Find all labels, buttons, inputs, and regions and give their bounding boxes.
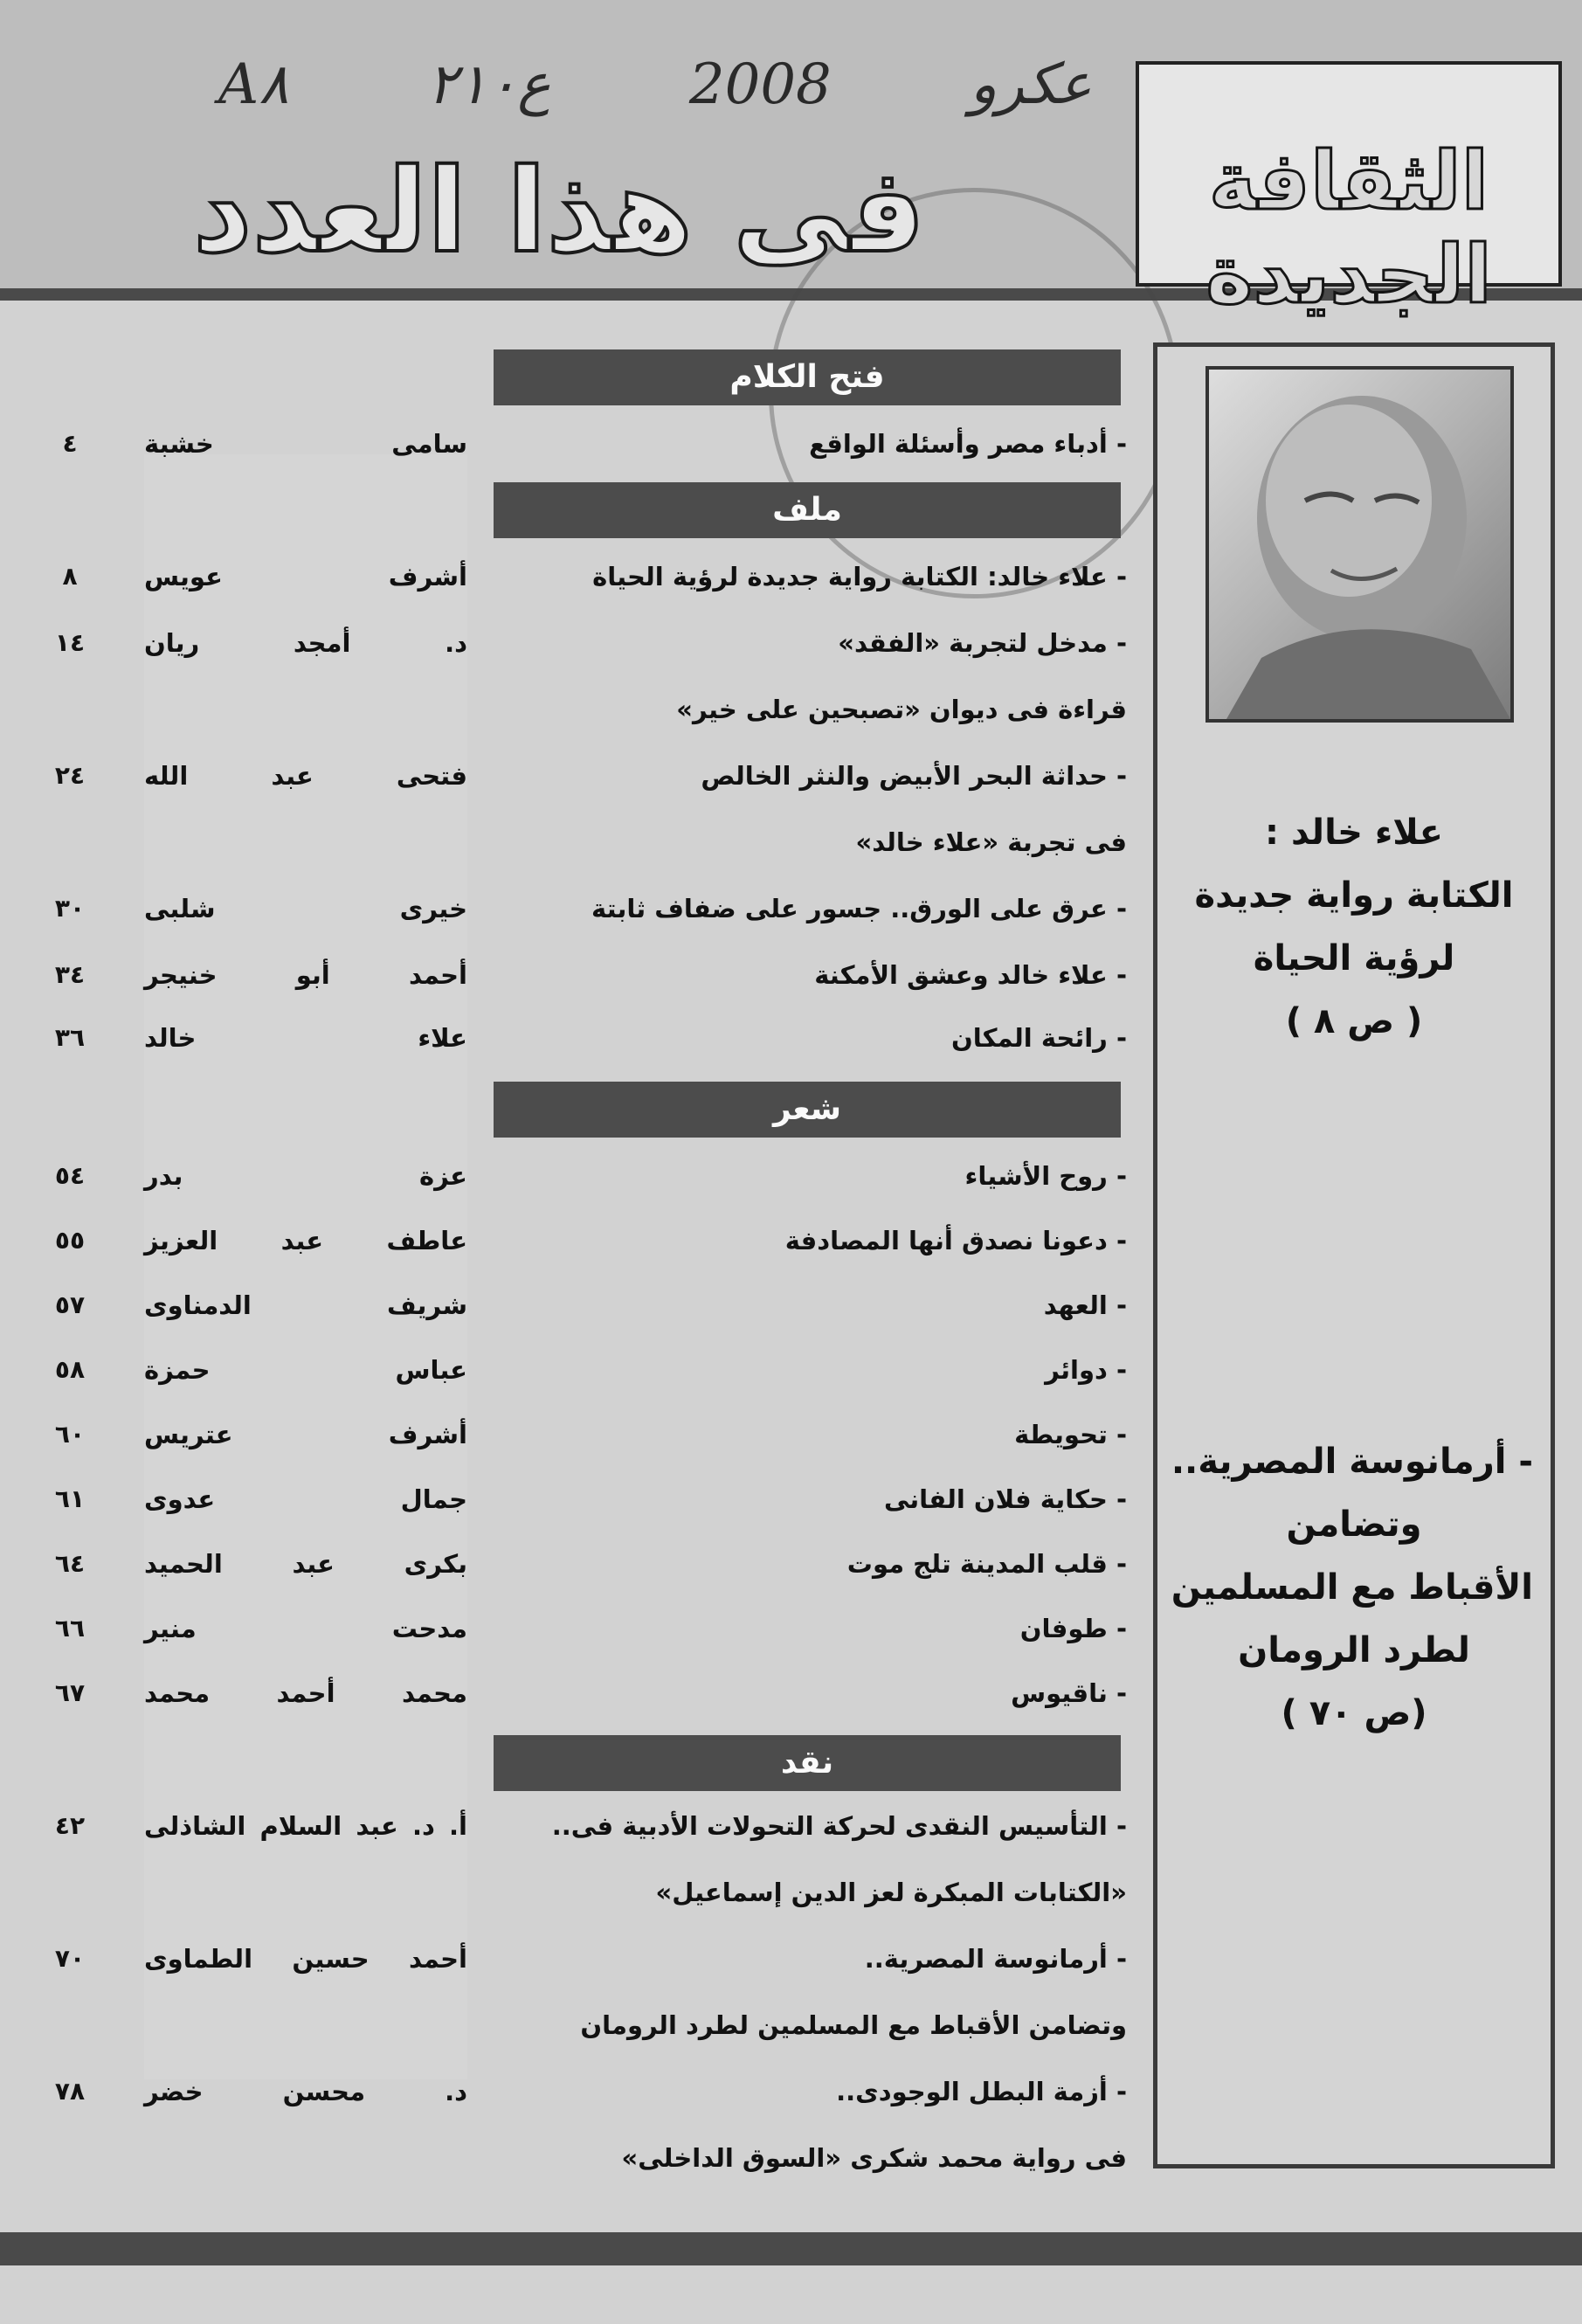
toc-title: فى تجربة «علاء خالد»: [855, 827, 1127, 857]
toc-page: ٤٢: [54, 1811, 86, 1840]
toc-row: [0, 884, 1127, 933]
toc-title: - تحويطة: [1014, 1420, 1127, 1449]
toc-author: بكرى عبد الحميد: [144, 1549, 467, 1579]
toc-page: ٧٨: [54, 2077, 86, 2106]
toc-author: أحمد أبو خنيجر: [144, 960, 467, 990]
toc-title: - علاء خالد وعشق الأمكنة: [814, 960, 1127, 990]
toc-author: د. أمجد ريان: [144, 628, 467, 658]
handwritten-note: 2008: [688, 52, 832, 117]
feature-armanousa: [1171, 1430, 1533, 1745]
toc-row: [0, 951, 1127, 999]
toc-page: ٣٤: [54, 960, 86, 989]
toc-row: [0, 2001, 1127, 2050]
toc-author: علاء خالد: [144, 1023, 467, 1053]
section-header: نقد: [494, 1735, 1121, 1791]
feature-line: الكتابة رواية جديدة: [1194, 875, 1514, 916]
toc-page: ٥٧: [54, 1290, 86, 1319]
toc-row: [0, 619, 1127, 667]
toc-page: ٥٨: [54, 1355, 86, 1384]
toc-author: فتحى عبد الله: [144, 761, 467, 791]
toc-row: [0, 685, 1127, 734]
toc-page: ٦٠: [54, 1420, 86, 1449]
toc-title: - علاء خالد: الكتابة رواية جديدة لرؤية الحياة: [592, 562, 1127, 591]
toc-author: أشرف عويس: [144, 562, 467, 591]
feature-page-ref: ( ص ٨ ): [1285, 1001, 1423, 1041]
toc-title: - ناقيوس: [1011, 1678, 1127, 1708]
toc-row: [0, 2067, 1127, 2116]
toc-author: سامى خشبة: [144, 429, 467, 459]
section-header: ملف: [494, 482, 1121, 538]
magazine-logo: [1136, 61, 1562, 322]
toc-row: [0, 419, 1127, 468]
toc-page: ٧٠: [54, 1944, 86, 1973]
feature-line: الأقباط مع المسلمين: [1171, 1567, 1533, 1608]
toc-title: - حداثة البحر الأبيض والنثر الخالص: [701, 761, 1127, 791]
section-header: شعر: [494, 1082, 1121, 1138]
toc-page: ٥٥: [54, 1226, 86, 1255]
toc-author: أشرف عتريس: [144, 1420, 467, 1449]
toc-title: - أرمانوسة المصرية..: [864, 1944, 1127, 1974]
feature-line: وتضامن: [1286, 1504, 1422, 1545]
toc-row: [0, 1604, 1127, 1653]
handwritten-note: عكرو: [970, 52, 1092, 117]
toc-title: - أدباء مصر وأسئلة الواقع: [809, 429, 1127, 459]
toc-row: [0, 1802, 1127, 1850]
toc-author: أحمد حسين الطماوى: [144, 1944, 467, 1974]
toc-page: ٦٧: [54, 1678, 86, 1707]
logo-text: الثقافة الجديدة: [1205, 135, 1492, 322]
section-header: فتح الكلام: [494, 349, 1121, 405]
toc-page: ٣٦: [54, 1023, 86, 1052]
toc-title: وتضامن الأقباط مع المسلمين لطرد الرومان: [580, 2010, 1127, 2040]
toc-row: [0, 1410, 1127, 1459]
toc-title: - التأسيس النقدى لحركة التحولات الأدبية فى..: [551, 1811, 1127, 1841]
toc-author: جمال عدوى: [144, 1484, 467, 1514]
toc-author: عاطف عبد العزيز: [144, 1226, 467, 1255]
toc-title: - أزمة البطل الوجودى..: [836, 2077, 1127, 2106]
toc-page: ٦١: [54, 1484, 86, 1513]
toc-page: ٦٤: [54, 1549, 86, 1578]
toc-author: أ. د. عبد السلام الشاذلى: [144, 1811, 467, 1841]
toc-title: «الكتابات المبكرة لعز الدين إسماعيل»: [655, 1878, 1127, 1907]
portrait-image: [1209, 370, 1510, 719]
handwritten-note: ۲۱۰ع: [427, 52, 551, 117]
toc-row: [0, 818, 1127, 867]
feature-line: لطرد الرومان: [1238, 1630, 1470, 1670]
toc-author: خيرى شلبى: [144, 894, 467, 923]
toc-author: شريف الدمناوى: [144, 1290, 467, 1320]
toc-row: [0, 1216, 1127, 1265]
handwritten-note: A۸: [218, 52, 289, 117]
toc-title: فى رواية محمد شكرى «السوق الداخلى»: [621, 2143, 1127, 2173]
feature-alaa-khaled: [1175, 801, 1533, 1053]
toc-row: [0, 1281, 1127, 1330]
toc-row: [0, 1475, 1127, 1524]
toc-page: ٢٤: [54, 761, 86, 790]
toc-page: ٤: [62, 429, 78, 458]
toc-title: - روح الأشياء: [964, 1161, 1127, 1191]
toc-title: - العهد: [1043, 1290, 1127, 1320]
toc-page: ٣٠: [54, 894, 86, 923]
feature-line: - أرمانوسة المصرية..: [1171, 1442, 1533, 1482]
toc-row: [0, 751, 1127, 800]
toc-author: محمد أحمد محمد: [144, 1678, 467, 1708]
toc-author: مدحت منير: [144, 1614, 467, 1643]
handwritten-notes: [218, 52, 1092, 117]
toc-row: [0, 1669, 1127, 1718]
toc-page: ٨: [62, 562, 78, 591]
toc-page: ٦٦: [54, 1614, 86, 1643]
toc-title: - مدخل لتجربة «الفقد»: [838, 628, 1127, 658]
toc-author: عزة بدر: [144, 1161, 467, 1191]
toc-title: - حكاية فلان الفانى: [883, 1484, 1127, 1514]
feature-line: لرؤية الحياة: [1253, 938, 1455, 979]
feature-panel: [1153, 342, 1555, 2168]
toc-title: - دوائر: [1045, 1355, 1127, 1385]
toc-author: عباس حمزة: [144, 1355, 467, 1385]
toc-title: - دعونا نصدق أنها المصادفة: [784, 1226, 1127, 1255]
toc-row: [0, 1013, 1127, 1062]
author-portrait: [1205, 366, 1514, 723]
toc-title: - رائحة المكان: [950, 1023, 1127, 1053]
toc-row: [0, 1868, 1127, 1917]
toc-title: - عرق على الورق.. جسور على ضفاف ثابتة: [591, 894, 1127, 923]
toc-title: قراءة فى ديوان «تصبحين على خير»: [676, 695, 1127, 724]
toc-row: [0, 1152, 1127, 1200]
toc-title: - قلب المدينة تلج موت: [846, 1549, 1127, 1579]
feature-page-ref: (ص ٧٠ ): [1281, 1693, 1427, 1733]
toc-row: [0, 1934, 1127, 1983]
toc-row: [0, 1345, 1127, 1394]
toc-row: [0, 552, 1127, 601]
toc-row: [0, 2134, 1127, 2182]
bottom-separator: [0, 2232, 1582, 2265]
toc-title: - طوفان: [1019, 1614, 1127, 1643]
toc-page: ١٤: [54, 628, 86, 657]
toc-row: [0, 1539, 1127, 1588]
feature-title: علاء خالد :: [1265, 813, 1443, 853]
toc-page: ٥٤: [54, 1161, 86, 1190]
toc-author: د. محسن خضر: [144, 2077, 467, 2106]
page-title: فى هذا العدد: [192, 144, 926, 279]
